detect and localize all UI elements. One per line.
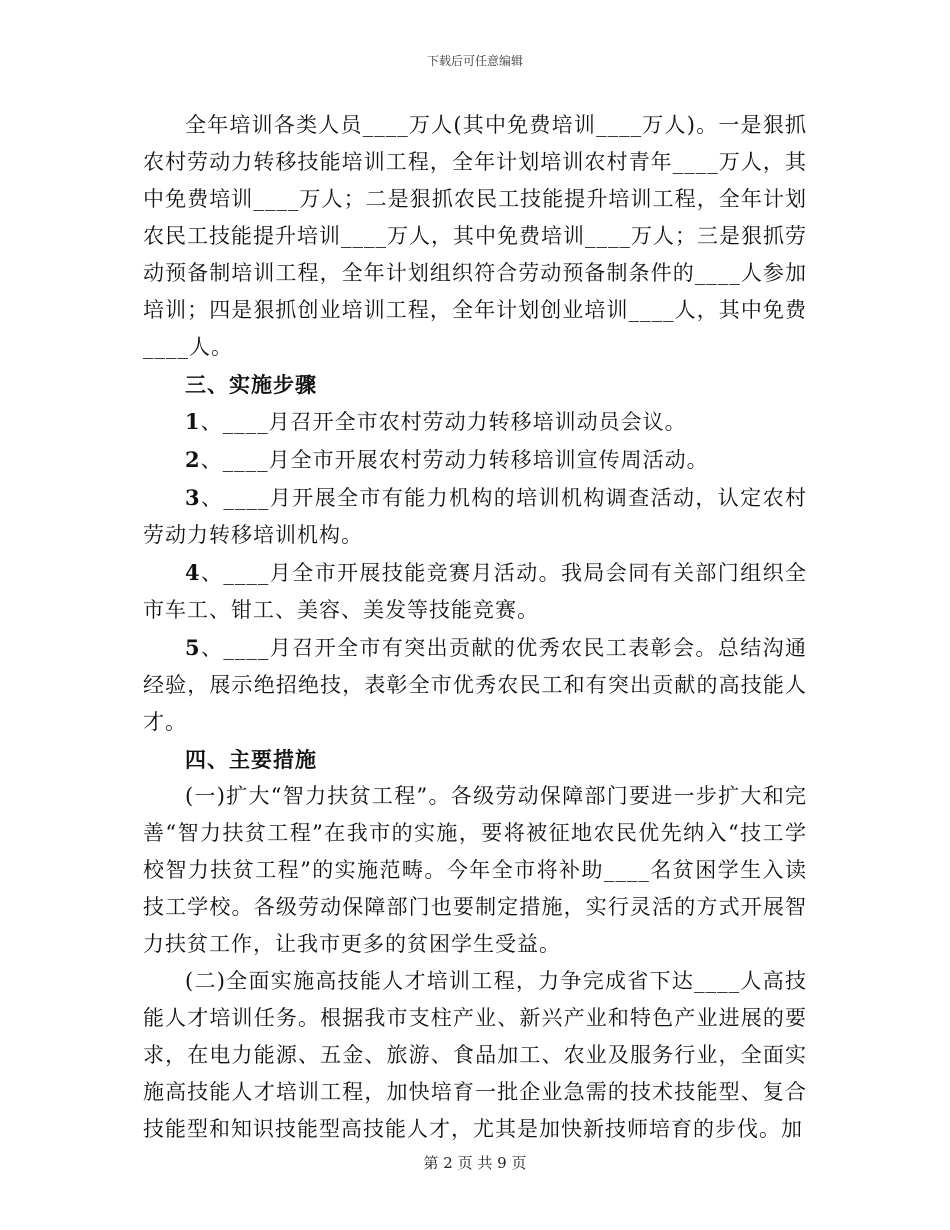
step-number: 3 <box>185 485 201 510</box>
step-item <box>143 554 807 629</box>
step-item <box>143 479 807 554</box>
intro-paragraph: 全年培训各类人员____万人(其中免费培训____万人)。一是狠抓农村劳动力转移技能培训工程，全年计划培训农村青年____万人，其中免费培训____万人；二是狠抓农民工技能提升培训工程，全年计划农民工技能提升培训____万人，其中免费培训____万人；三是狠抓劳动预备制培训工程，全年计划组织符合劳动预备制条件的____人参加培训；四是狠抓创业培训工程，全年计划创业培训____人，其中免费____人。 <box>143 113 807 359</box>
measure-paragraph-1: (一)扩大“智力扶贫工程”。各级劳动保障部门要进一步扩大和完善“智力扶贫工程”在我市的实施，要将被征地农民优先纳入“技工学校智力扶贫工程”的实施范畴。今年全市将补助____名贫困学生入读技工学校。各级劳动保障部门也要制定措施，实行灵活的方式开展智力扶贫工作，让我市更多的贫困学生受益。 <box>143 784 807 956</box>
header-note: 下载后可任意编辑 <box>426 54 523 68</box>
document-body <box>143 107 807 1148</box>
step-text: 、____月全市开展技能竞赛月活动。我局会同有关部门组织全市车工、钳工、美容、美发等技能竞赛。 <box>143 561 807 622</box>
step-number: 5 <box>185 635 201 660</box>
page-number: 第 2 页 共 9 页 <box>423 1154 527 1172</box>
section-heading-measures: 四、主要措施 <box>185 747 317 772</box>
step-number: 2 <box>185 447 201 472</box>
step-item <box>143 629 807 741</box>
step-text: 、____月开展全市有能力机构的培训机构调查活动，认定农村劳动力转移培训机构。 <box>143 486 807 547</box>
measure-paragraph-2: (二)全面实施高技能人才培训工程，力争完成省下达____人高技能人才培训任务。根据我市支柱产业、新兴产业和特色产业进展的要求，在电力能源、五金、旅游、食品加工、农业及服务行业，全面实施高技能人才培训工程，加快培育一批企业急需的技术技能型、复合技能型和知识技能型高技能人才，尤其是加快新技师培育的步伐。加 <box>143 969 807 1141</box>
step-text: 、____月召开全市有突出贡献的优秀农民工表彰会。总结沟通经验，展示绝招绝技，表彰全市优秀农民工和有突出贡献的高技能人才。 <box>143 636 807 734</box>
step-text: 、____月全市开展农村劳动力转移培训宣传周活动。 <box>200 448 709 472</box>
step-number: 4 <box>185 560 201 585</box>
step-text: 、____月召开全市农村劳动力转移培训动员会议。 <box>200 410 687 434</box>
section-heading-steps: 三、实施步骤 <box>185 372 317 397</box>
step-item <box>143 403 807 441</box>
step-number: 1 <box>185 409 201 434</box>
step-item <box>143 441 807 479</box>
